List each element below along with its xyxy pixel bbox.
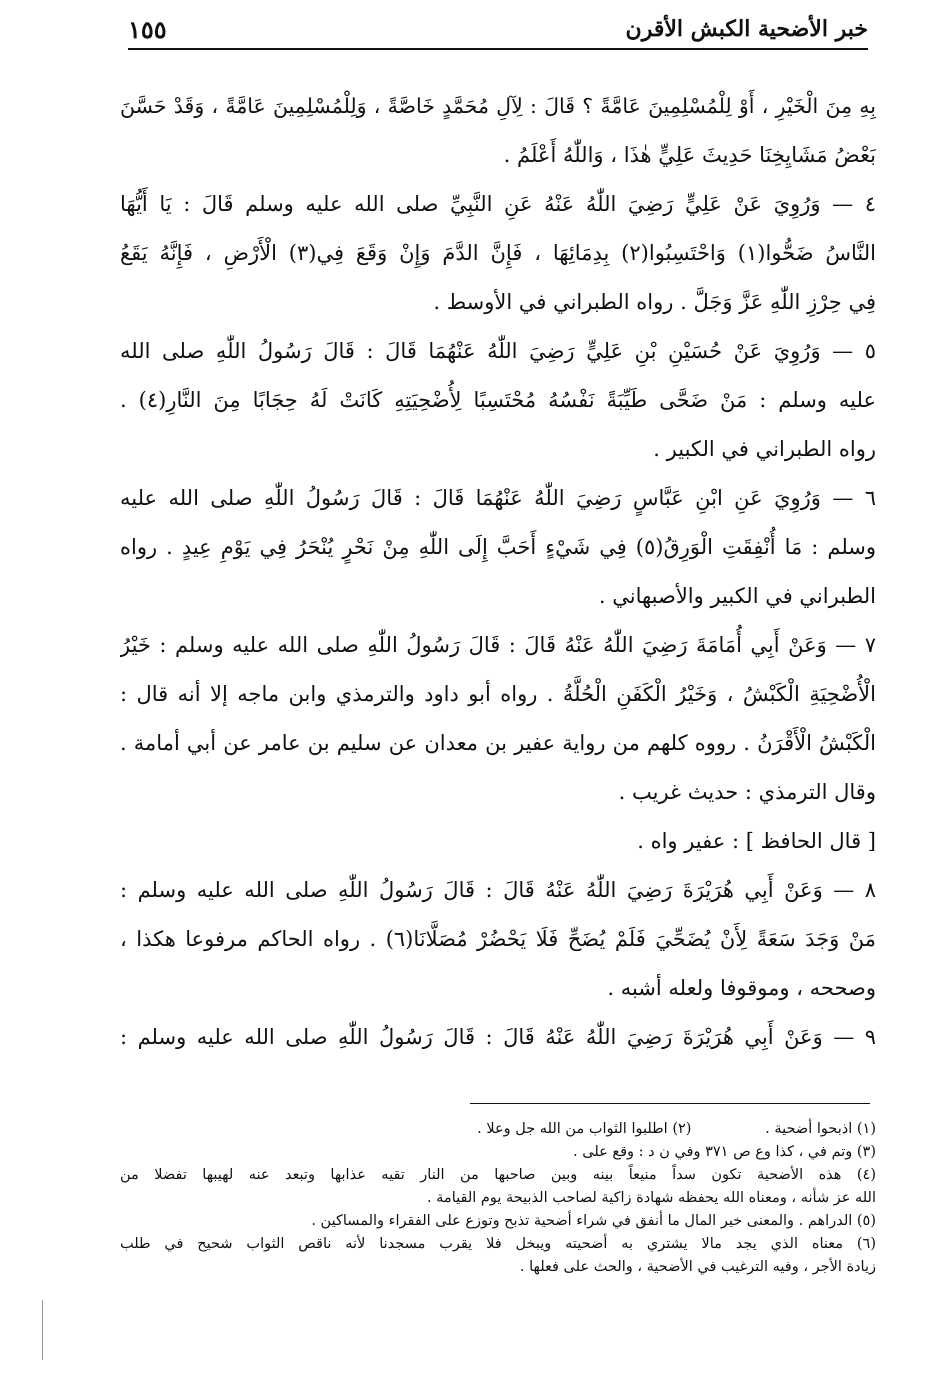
footnote-line: (٣) وتم في ، كذا وع ص ٣٧١ وفي ن د : وقع على .	[573, 1144, 876, 1160]
running-title: خبر الأضحية الكبش الأقرن	[625, 16, 868, 42]
text-line: الْكَبْشُ الْأَقْرَنُ . رووه كلهم من رواية عفير بن معدان عن سليم بن عامر عن أبي أمامة .	[120, 731, 876, 755]
text-line: رواه الطبراني في الكبير .	[653, 437, 876, 461]
footnote-line: (١) اذبحوا أضحية . (٢) اطلبوا الثواب من الله جل وعلا .	[477, 1121, 876, 1137]
text-line: وسلم : مَا أُنْفِقَتِ الْوَرِقُ(٥) فِي شَيْءٍ أَحَبَّ إِلَى اللّٰهِ مِنْ نَحْرٍ يُنْحَرُ فِي يَوْمِ عِيدٍ . رواه	[120, 535, 876, 559]
text-line: [ قال الحافظ ] : عفير واه .	[637, 829, 876, 853]
footnote-line: (٦) معناه الذي يجد مالا يشتري به أضحيته ويبخل فلا يقرب مسجدنا لأنه ناقص الثواب شحيح في طلب	[120, 1236, 876, 1252]
hadith-9-line: ٩ — وَعَنْ أَبِي هُرَيْرَةَ رَضِيَ اللّٰهُ عَنْهُ قَالَ : قَالَ رَسُولُ اللّٰهِ صلى الله عليه وسلم :	[120, 1025, 876, 1049]
text-line: وصححه ، وموقوفا ولعله أشبه .	[607, 976, 876, 1000]
page-number: ١٥٥	[128, 14, 167, 44]
text-line: النَّاسُ ضَحُّوا(١) وَاحْتَسِبُوا(٢) بِدِمَائِهَا ، فَإِنَّ الدَّمَ وَإِنْ وَقَعَ فِي(٣) الْأَرْضِ ، فَإِنَّهُ يَقَعُ	[120, 241, 876, 265]
footnote-rule	[470, 1103, 870, 1104]
text-line: وقال الترمذي : حديث غريب .	[618, 780, 876, 804]
text-line: فِي حِرْزِ اللّٰهِ عَزَّ وَجَلَّ . رواه الطبراني في الأوسط .	[433, 290, 876, 314]
footnote-line: زيادة الأجر ، وفيه الترغيب في الأضحية ، والحث على فعلها .	[519, 1259, 876, 1275]
hadith-8-line: ٨ — وَعَنْ أَبِي هُرَيْرَةَ رَضِيَ اللّٰهُ عَنْهُ قَالَ : قَالَ رَسُولُ اللّٰهِ صلى الله عليه وسلم :	[120, 878, 876, 902]
footnotes	[120, 1118, 876, 1279]
footnote-line: الله عز شأنه ، ومعناه الله يحفظه شهادة زاكية لصاحب الذبيحة يوم القيامة .	[426, 1190, 876, 1206]
text-line: الْأُضْحِيَةِ الْكَبْشُ ، وَخَيْرُ الْكَفَنِ الْحُلَّةُ . رواه أبو داود والترمذي وابن ماجه إلا أنه قال :	[120, 682, 876, 706]
hadith-7-line: ٧ — وَعَنْ أَبِي أُمَامَةَ رَضِيَ اللّٰهُ عَنْهُ قَالَ : قَالَ رَسُولُ اللّٰهِ صلى الله عليه وسلم : خَيْرُ	[120, 633, 876, 657]
header-rule	[128, 48, 868, 50]
text-line: الطبراني في الكبير والأصبهاني .	[598, 584, 876, 608]
page-header	[128, 12, 868, 46]
text-line: بَعْضُ مَشَايِخِنَا حَدِيثَ عَلِيٍّ هٰذَا ، وَاللّٰهُ أَعْلَمُ .	[503, 143, 876, 167]
text-line: مَنْ وَجَدَ سَعَةً لِأَنْ يُضَحِّيَ فَلَمْ يُضَحِّ فَلَا يَحْضُرْ مُصَلَّانَا(٦) . رواه الحاكم مرفوعا هكذا ،	[120, 927, 876, 951]
main-text	[120, 82, 876, 1062]
text-line: بِهِ مِنَ الْخَيْرِ ، أَوْ لِلْمُسْلِمِينَ عَامَّةً ؟ قَالَ : لِآلِ مُحَمَّدٍ خَاصَّةً ، وَلِلْمُسْلِمِينَ عَامَّةً ، وَقَدْ حَسَّنَ	[120, 94, 876, 118]
hadith-4-line: ٤ — وَرُوِيَ عَنْ عَلِيٍّ رَضِيَ اللّٰهُ عَنْهُ عَنِ النَّبِيِّ صلى الله عليه وسلم قَالَ : يَا أَيُّهَا	[120, 192, 876, 216]
footnote-line: (٤) هذه الأضحية تكون سداً منيعاً بينه وبين صاحبها من النار تقيه عذابها وتبعد عنه لهيبها تفضلا من	[120, 1167, 876, 1183]
hadith-6-line: ٦ — وَرُوِيَ عَنِ ابْنِ عَبَّاسٍ رَضِيَ اللّٰهُ عَنْهُمَا قَالَ : قَالَ رَسُولُ اللّٰهِ صلى الله عليه	[120, 486, 876, 510]
hadith-5-line: ٥ — وَرُوِيَ عَنْ حُسَيْنِ بْنِ عَلِيٍّ رَضِيَ اللّٰهُ عَنْهُمَا قَالَ : قَالَ رَسُولُ اللّٰهِ صلى الله	[120, 339, 876, 363]
footnote-line: (٥) الدراهم . والمعنى خير المال ما أنفق في شراء أضحية تذبح وتوزع على الفقراء والمساكين .	[311, 1213, 876, 1229]
margin-mark	[42, 1300, 43, 1360]
text-line: عليه وسلم : مَنْ ضَحَّى طَيِّبَةً نَفْسُهُ مُحْتَسِبًا لِأُضْحِيَتِهِ كَانَتْ لَهُ حِجَابًا مِنَ النَّارِ(٤) .	[120, 388, 876, 412]
